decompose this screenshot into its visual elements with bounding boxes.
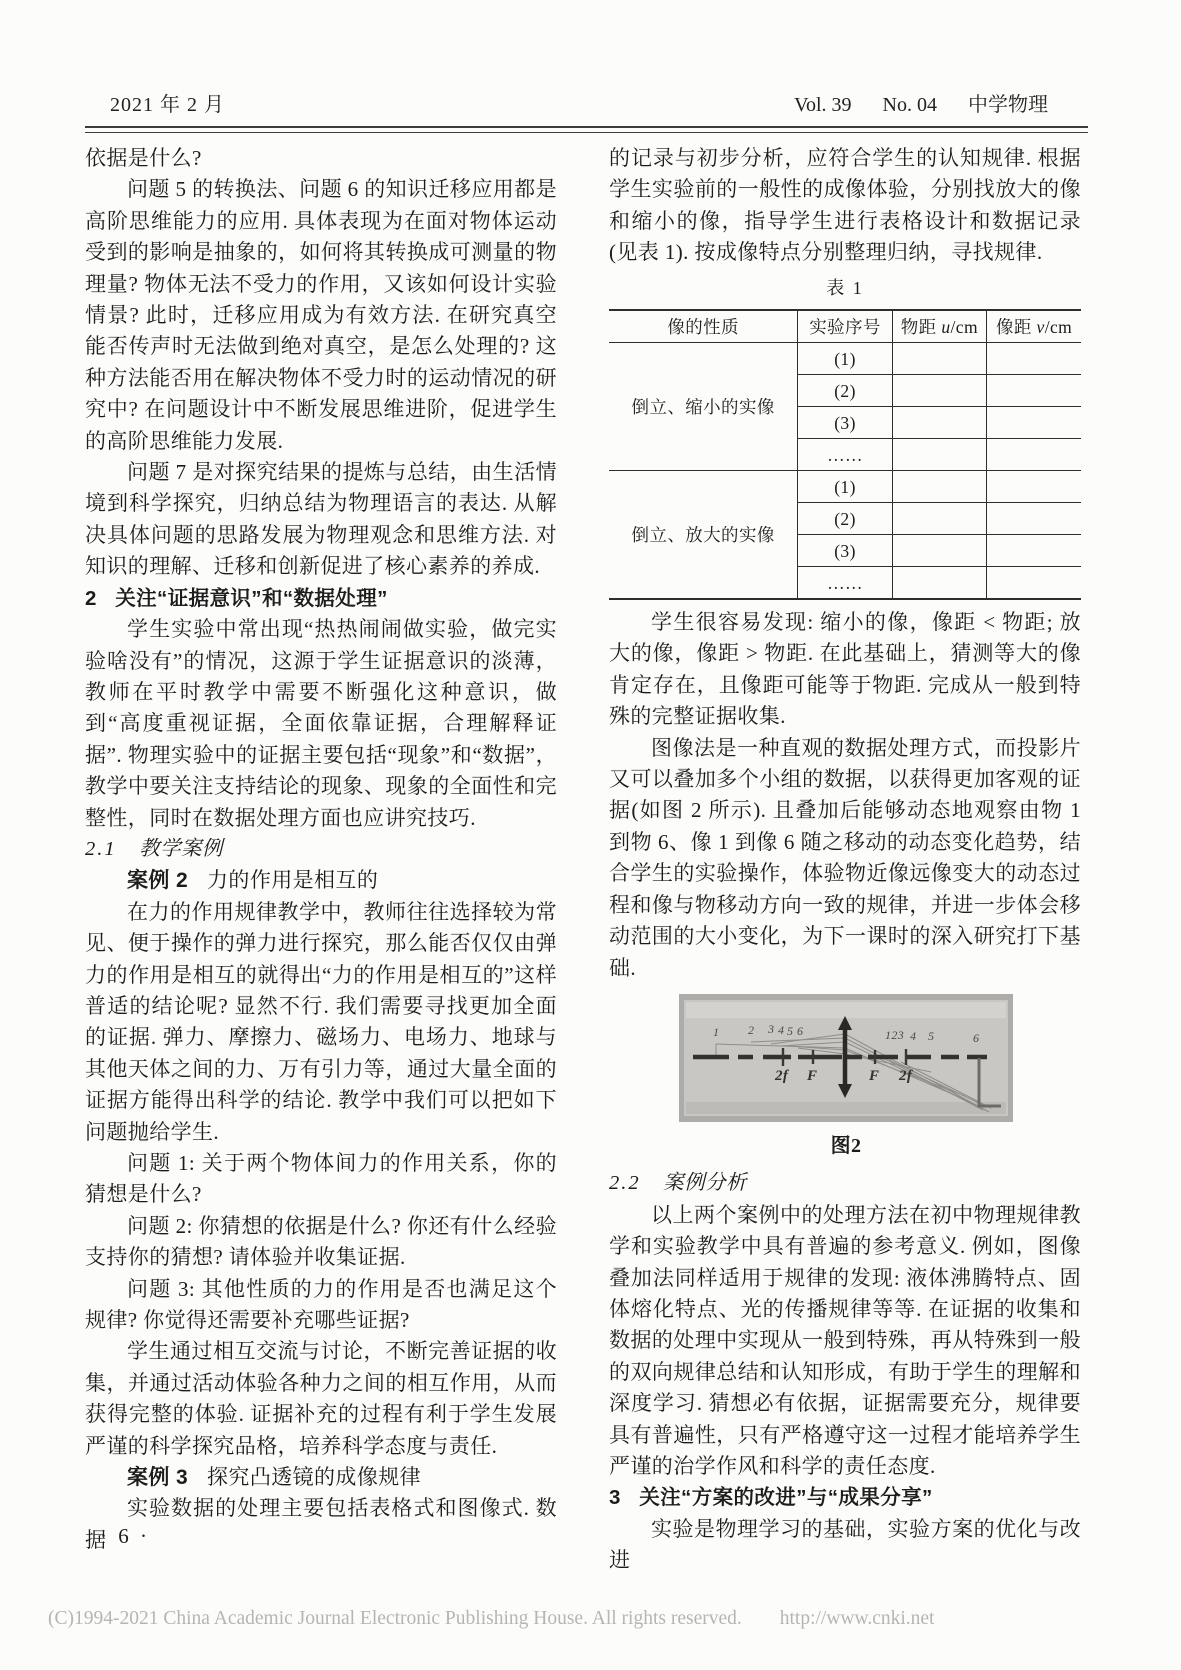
image-distance-cell <box>987 535 1081 567</box>
figure-caption: 图2 <box>830 1134 862 1157</box>
case-heading-3 <box>85 1462 557 1493</box>
section-title: 关注“方案的改进”与“成果分享” <box>639 1486 933 1510</box>
paragraph: 以上两个案例中的处理方法在初中物理规律教学和实验教学中具有普遍的参考意义. 例如，图像叠加法同样适用于规律的发现: 液体沸腾特点、固体熔化特点、光的传播规律等等. 在证据的收集和数据的处理中实现从一般到特殊，再从特殊到一般的双向规律总结和认知形成，有助于学生的理解和深度学习. 猜想必有依据，证据需要充分，规律要具有普遍性，只有严格遵守这一过程才能培养学生严谨的治学作风和科学的责任态度. <box>609 1202 1081 1478</box>
paragraph: 在力的作用规律教学中，教师往往选择较为常见、便于操作的弹力进行探究，那么能否仅仅由弹力的作用是相互的就得出“力的作用是相互的”这样普适的结论呢? 显然不行. 我们需要寻找更加全面的证据. 弹力、摩擦力、磁场力、电场力、地球与其他天体之间的力、万有引力等，通过大量全面的证据方能得出科学的结论. 教学中我们可以把如下问题抛给学生. <box>85 899 557 1144</box>
trial-number-cell: (2) <box>798 375 892 407</box>
trial-number-cell: …… <box>798 439 892 471</box>
object-distance-cell <box>892 503 986 535</box>
image-number: 6 <box>973 1030 980 1045</box>
page-header <box>85 88 1088 120</box>
subsection-number: 2.2 <box>609 1172 641 1195</box>
left-column <box>85 143 557 1577</box>
section-heading-2 <box>85 583 557 614</box>
subsection-heading-2-1 <box>85 834 557 865</box>
case-heading-2 <box>85 865 557 896</box>
two-column-body <box>85 143 1081 1577</box>
trial-number-cell: …… <box>798 567 892 600</box>
trial-number-cell: (1) <box>798 343 892 375</box>
subsection-title: 教学案例 <box>139 837 223 860</box>
image-number: 123 <box>885 1027 905 1042</box>
page-number: · 6 · <box>100 1524 150 1548</box>
object-number: 1 <box>713 1024 720 1039</box>
object-number: 2 <box>748 1022 755 1037</box>
trial-number-cell: (2) <box>798 503 892 535</box>
paragraph: 的记录与初步分析，应符合学生的认知规律. 根据学生实验前的一般性的成像体验，分别找放大的像和缩小的像，指导学生进行表格设计和数据记录(见表 1). 按成像特点分别整理归纳，寻找规律. <box>609 146 1081 265</box>
object-distance-cell <box>892 567 986 600</box>
case-title: 探究凸透镜的成像规律 <box>207 1465 422 1490</box>
figure-2 <box>679 994 1013 1162</box>
image-distance-cell <box>987 439 1081 471</box>
lens-diagram-photo <box>679 994 1013 1122</box>
trial-number-cell: (3) <box>798 535 892 567</box>
trial-number-cell: (1) <box>798 471 892 503</box>
object-number: 6 <box>797 1023 804 1038</box>
paragraph: 问题 2: 你猜想的依据是什么? 你还有什么经验支持你的猜想? 请体验并收集证据. <box>85 1213 557 1270</box>
section-heading-3 <box>609 1482 1081 1513</box>
number-label: No. 04 <box>882 94 937 116</box>
case-label: 案例 3 <box>127 1466 189 1490</box>
table-row <box>609 471 1081 503</box>
focal-mark: F <box>807 1067 818 1084</box>
image-number: 5 <box>928 1028 935 1043</box>
trial-number-cell: (3) <box>798 407 892 439</box>
image-number: 4 <box>910 1028 917 1043</box>
object-distance-cell <box>892 471 986 503</box>
journal-title: 中学物理 <box>968 94 1048 116</box>
object-number: 3 <box>768 1021 775 1036</box>
focal-mark: 2f <box>775 1067 789 1084</box>
copyright-text: (C)1994-2021 China Academic Journal Electronic Publishing House. All rights reserved. <box>48 1608 742 1629</box>
column-header: 物距 u/cm <box>892 310 986 343</box>
image-property-cell: 倒立、放大的实像 <box>609 471 798 600</box>
focal-mark: 2f <box>899 1067 913 1084</box>
table-1 <box>609 309 1081 600</box>
object-distance-cell <box>892 439 986 471</box>
image-distance-cell <box>987 503 1081 535</box>
table-row <box>609 343 1081 375</box>
section-number: 3 <box>609 1486 621 1510</box>
image-distance-cell <box>987 407 1081 439</box>
volume-label: Vol. 39 <box>794 94 852 116</box>
case-label: 案例 2 <box>127 869 189 893</box>
header-rule <box>85 126 1088 133</box>
paragraph: 依据是什么? <box>85 146 202 170</box>
object-distance-cell <box>892 407 986 439</box>
object-number: 4 <box>778 1022 785 1037</box>
image-distance-cell <box>987 343 1081 375</box>
case-title: 力的作用是相互的 <box>207 868 379 893</box>
paragraph: 问题 7 是对探究结果的提炼与总结，由生活情境到科学探究，归纳总结为物理语言的表达. 从解决具体问题的思路发展为物理观念和思维方法. 对知识的理解、迁移和创新促进了核心素养的养成. <box>85 460 557 579</box>
subsection-heading-2-2 <box>609 1168 1081 1199</box>
image-distance-cell <box>987 375 1081 407</box>
image-distance-cell <box>987 471 1081 503</box>
subsection-title: 案例分析 <box>663 1172 747 1195</box>
journal-info <box>768 88 1048 117</box>
object-distance-cell <box>892 535 986 567</box>
column-header: 像距 v/cm <box>987 310 1081 343</box>
paragraph: 图像法是一种直观的数据处理方式，而投影片又可以叠加多个小组的数据，以获得更加客观的证据(如图 2 所示). 且叠加后能够动态地观察由物 1 到物 6、像 1 到像 6 随之移动的动态变化趋势，结合学生的实验操作，体验物近像远像变大的动态过程和像与物移动方向一致的规律，并进一步体会移动范围的大小变化，为下一课时的深入研究打下基础. <box>609 735 1081 980</box>
cnki-url: http://www.cnki.net <box>779 1608 935 1629</box>
focal-mark: F <box>869 1067 880 1084</box>
right-column <box>609 143 1081 1577</box>
section-title: 关注“证据意识”和“数据处理” <box>115 586 388 610</box>
paragraph: 实验数据的处理主要包括表格式和图像式. 数据 <box>85 1496 557 1552</box>
paragraph: 问题 5 的转换法、问题 6 的知识迁移应用都是高阶思维能力的应用. 具体表现为在面对物体运动受到的影响是抽象的，如何将其转换成可测量的物理量? 物体无法不受力的作用，又该如何设计实验情景? 此时，迁移应用成为有效方法. 在研究真空能否传声时无法做到绝对真空，是怎么处理的? 这种方法能否用在解决物体不受力时的运动情况的研究中? 在问题设计中不断发展思维进阶，促进学生的高阶思维能力发展. <box>85 177 557 453</box>
paragraph: 学生通过相互交流与讨论，不断完善证据的收集，并通过活动体验各种力之间的相互作用，从而获得完整的体验. 证据补充的过程有利于学生发展严谨的科学探究品格，培养科学态度与责任. <box>85 1339 557 1458</box>
paragraph: 学生实验中常出现“热热闹闹做实验，做完实验啥没有”的情况，这源于学生证据意识的淡薄，教师在平时教学中需要不断强化这种意识，做到“高度重视证据，全面依靠证据，合理解释证据”. 物理实验中的证据主要包括“现象”和“数据”，教学中要关注支持结论的现象、现象的全面性和完整性，同时在数据处理方面也应讲究技巧. <box>85 617 557 830</box>
table-caption: 表 1 <box>826 277 864 298</box>
paragraph: 问题 1: 关于两个物体间力的作用关系，你的猜想是什么? <box>85 1151 557 1207</box>
column-header: 实验序号 <box>798 310 892 343</box>
copyright-footer <box>48 1608 1148 1630</box>
paragraph: 实验是物理学习的基础，实验方案的优化与改进 <box>609 1516 1081 1573</box>
paragraph: 学生很容易发现: 缩小的像，像距 < 物距; 放大的像，像距 > 物距. 在此基础上，猜测等大的像肯定存在，且像距可能等于物距. 完成从一般到特殊的完整证据收集. <box>609 610 1081 729</box>
image-distance-cell <box>987 567 1081 600</box>
column-header: 像的性质 <box>609 310 798 343</box>
paragraph: 问题 3: 其他性质的力的作用是否也满足这个规律? 你觉得还需要补充哪些证据? <box>85 1276 557 1333</box>
image-property-cell: 倒立、缩小的实像 <box>609 343 798 471</box>
table-header-row <box>609 310 1081 343</box>
object-distance-cell <box>892 375 986 407</box>
object-distance-cell <box>892 343 986 375</box>
section-number: 2 <box>85 586 97 610</box>
issue-date: 2021 年 2 月 <box>110 94 225 116</box>
subsection-number: 2.1 <box>85 837 117 860</box>
object-number: 5 <box>787 1023 794 1038</box>
